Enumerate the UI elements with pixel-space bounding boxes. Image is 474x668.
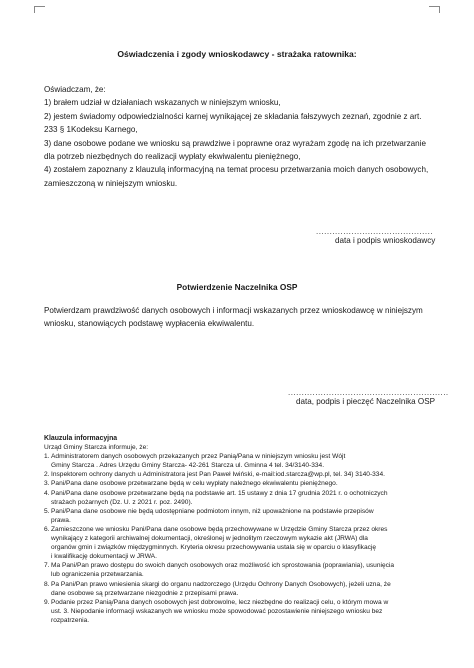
confirmation-title: Potwierdzenie Naczelnika OSP: [176, 282, 298, 292]
declarations-intro: Oświadczam, że:: [44, 85, 106, 94]
declaration-line: 1) brałem udział w działaniach wskazanych w niniejszym wniosku,: [44, 98, 281, 108]
clause-title: Klauzula informacyjna: [44, 435, 118, 442]
declarations-section: [44, 83, 444, 190]
clause-item: [44, 470, 444, 479]
confirmation-line: Potwierdzam prawdziwość danych osobowych i informacji wskazanych przez wnioskodawcę w niniejszym: [44, 306, 423, 315]
clause-item-line: i kwalifikację dokumentacji w JRWA.: [51, 553, 157, 561]
clause-item-line: Pani/Pana dane osobowe nie będą udostępniane podmiotom innym, niż upoważnione na podstawie przepisów: [51, 507, 374, 515]
declaration-line: dla potrzeb niezbędnych do realizacji wypłaty ekwiwalentu pieniężnego,: [44, 152, 301, 162]
declaration-line: 3) dane osobowe podane we wniosku są prawdziwe i poprawne oraz wyrażam zgodę na ich przetwarzanie: [44, 138, 426, 148]
scan-corner-mark-left: [34, 6, 45, 13]
clause-item-line: Zamieszczone we wniosku Pani/Pana dane osobowe będą przechowywane w Urzędzie Gminy Starcza przez okres: [51, 525, 388, 533]
clause-item-number: 8.: [44, 580, 50, 588]
declaration-line: zamieszczoną w niniejszym wniosku.: [44, 178, 178, 188]
clause-item: [44, 598, 444, 625]
clause-item-line: prawa.: [51, 516, 71, 524]
clause-item: [44, 580, 444, 598]
information-clause: [44, 434, 444, 625]
clause-intro: Urząd Gminy Starcza informuje, że:: [44, 444, 149, 452]
clause-item-line: rozpatrzenia.: [51, 616, 90, 624]
clause-item-number: 4.: [44, 489, 50, 497]
clause-item-line: organów gmin i związków międzygminnych. Kryteria okresu przechowywania ustala się w oparciu o klasyfikację: [51, 544, 377, 552]
clause-item-line: wynikający z kategorii archiwalnej dokumentacji, określonej w jednolitym rzeczowym wykazie akt (JRWA) dla: [51, 535, 368, 543]
signature-label-applicant: data i podpis wnioskodawcy: [335, 236, 436, 245]
clause-item-line: Pani/Pana dane osobowe przetwarzane będą w celu wypłaty należnego ekwiwalentu pieniężnego.: [51, 480, 338, 488]
clause-item: [44, 561, 444, 579]
clause-item-line: strażach pożarnych (Dz. U. z 2021 r. poz. 2490).: [51, 498, 193, 506]
clause-item-number: 3.: [44, 480, 50, 488]
declaration-line: 4) zostałem zapoznany z klauzulą informacyjną na temat procesu przetwarzania moich danych osobowych,: [44, 165, 429, 175]
declaration-line: 2) jestem świadomy odpowiedzialności karnej wynikającej ze składania fałszywych zeznań, zgodnie z art.: [44, 111, 422, 121]
signature-label-chief: data, podpis i pieczęć Naczelnika OSP: [296, 397, 436, 406]
confirmation-line: wniosku, stanowiących podstawę wypłacenia ekwiwalentu.: [44, 319, 255, 329]
clause-item: [44, 489, 444, 507]
clause-item-line: ust. 3. Niepodanie informacji wskazanych we wniosku może spowodować pozostawienie niniejszego wniosku bez: [51, 607, 383, 615]
clause-item-number: 5.: [44, 507, 50, 515]
clause-item: [44, 525, 444, 561]
confirmation-section: [44, 304, 444, 330]
clause-item-line: dane osobowe są przetwarzane niezgodnie z przepisami prawa.: [51, 589, 239, 597]
clause-item-number: 6.: [44, 525, 50, 533]
clause-item-number: 1.: [44, 453, 50, 461]
clause-item-line: Gminy Starcza . Adres Urzędu Gminy Starcza- 42-261 Starcza ul. Gminna 4 tel. 34/3140-334.: [51, 462, 325, 470]
clause-item-line: Ma Pani/Pan prawo dostępu do swoich danych osobowych oraz możliwość ich sprostowania (poprawiania), usunięcia: [51, 562, 395, 570]
clause-item-line: Pa Pani/Pan prawo wniesienia skargi do organu nadzorczego (Urzędu Ochrony Danych Osobowych), jeżeli uzna, że: [51, 580, 391, 588]
clause-item: [44, 452, 444, 470]
declaration-line: 233 § 1Kodeksu Karnego,: [44, 125, 138, 135]
clause-item-number: 2.: [44, 471, 50, 479]
signature-line-chief: ...........................................................: [288, 388, 449, 397]
clause-item-number: 9.: [44, 598, 50, 606]
clause-item-number: 7.: [44, 562, 50, 570]
clause-item-line: Pani/Pana dane osobowe przetwarzane będą na podstawie art. 15 ustawy z dnia 17 grudnia 2021 r. o ochotniczych: [51, 489, 388, 497]
clause-item-line: Administratorem danych osobowych przekazanych przez Panią/Pana w niniejszym wniosku jest Wójt: [51, 453, 346, 461]
clause-item-line: Inspektorem ochrony danych u Administratora jest Pan Paweł Iwiński, e-mail:iod.starcza@wp.pl, tel. 34) 3140-334.: [51, 471, 385, 479]
clause-item: [44, 507, 444, 525]
signature-line-applicant: ...........................................: [316, 227, 434, 236]
clause-item: [44, 479, 444, 488]
page-title: Oświadczenia i zgody wnioskodawcy - strażaka ratownika:: [117, 49, 357, 59]
clause-item-line: lub ograniczenia przetwarzania.: [51, 571, 144, 579]
clause-item-line: Podanie przez Panią/Pana danych osobowych jest dobrowolne, lecz niezbędne do realizacji celu, o którym mowa w: [51, 598, 389, 606]
scan-corner-mark-right: [429, 6, 440, 13]
